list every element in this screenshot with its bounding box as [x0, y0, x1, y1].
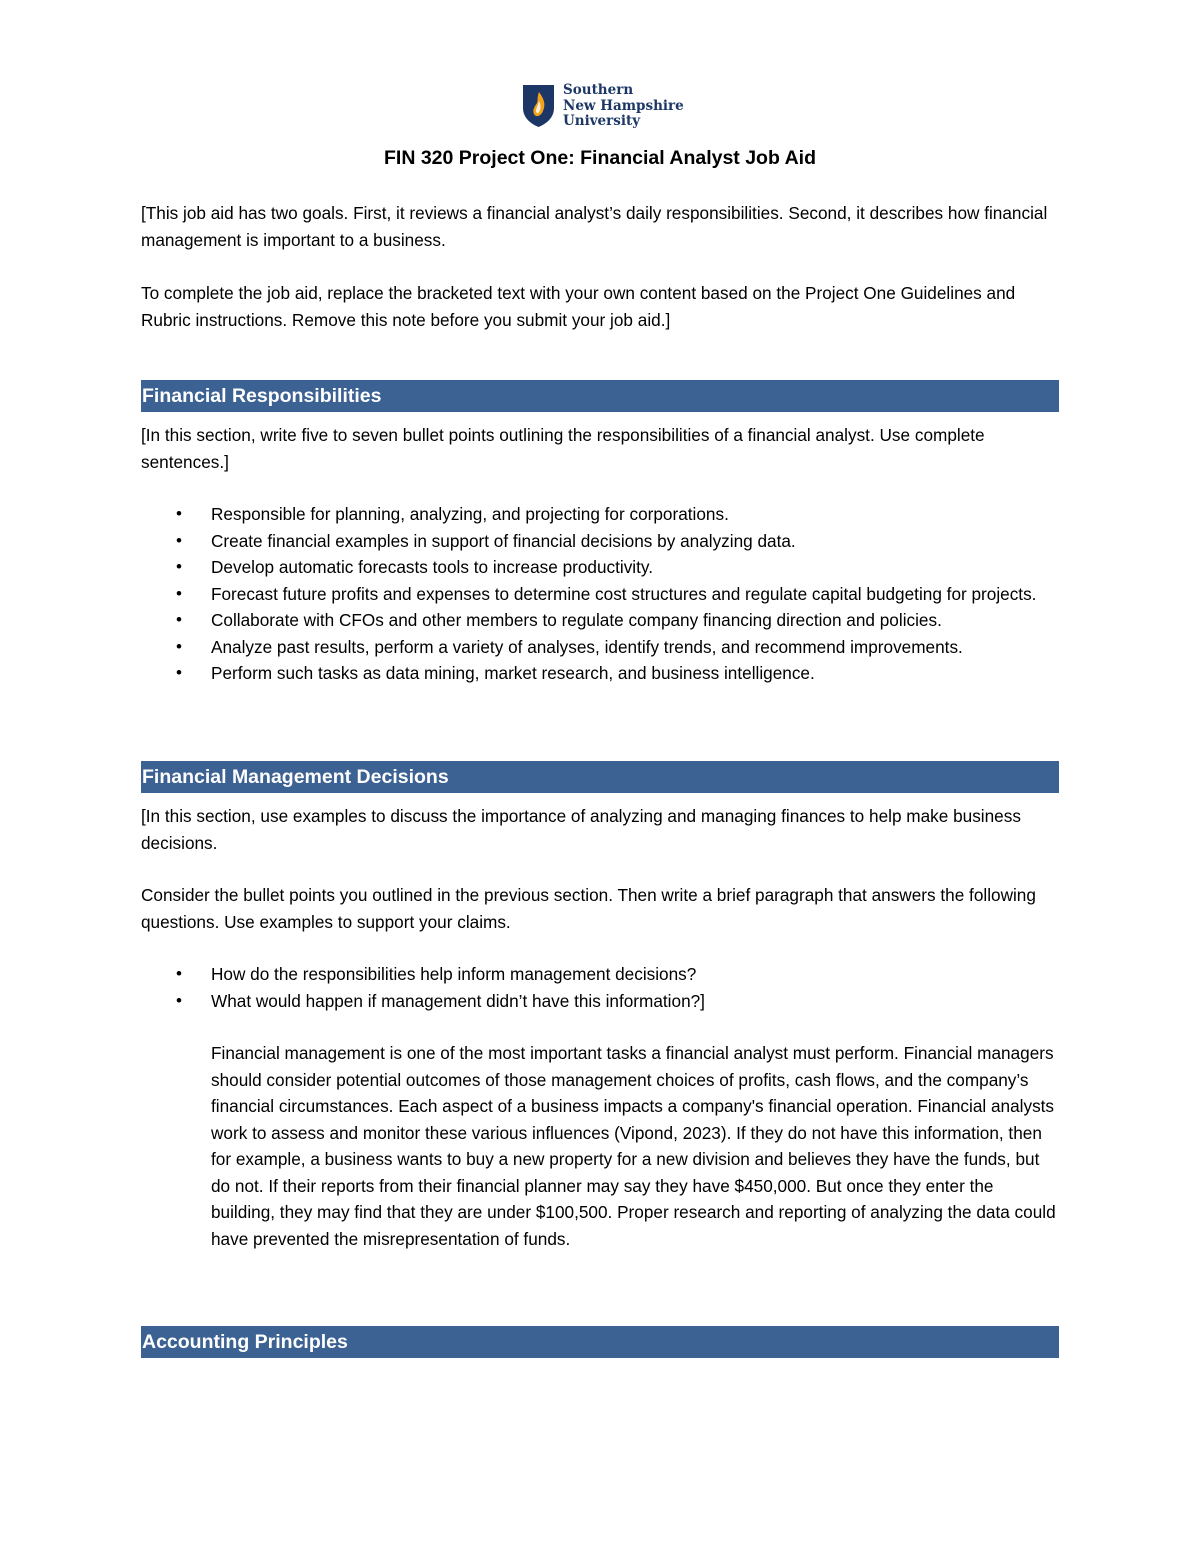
bullet-icon: • [176, 636, 182, 656]
list-item-text: Perform such tasks as data mining, market research, and business intelligence. [211, 663, 815, 683]
list-item [141, 660, 1059, 687]
list-item [141, 554, 1059, 581]
list-item-text: What would happen if management didn’t have this information?] [211, 990, 705, 1011]
section-instruction: Consider the bullet points you outlined in the previous section. Then write a brief paragraph that answers the following questions. Use examples to support your claims. [141, 885, 1036, 932]
section-heading-accounting-principles: Accounting Principles [141, 1326, 1059, 1358]
list-item [141, 988, 1059, 1015]
list-item [141, 501, 1059, 528]
responsibilities-list [141, 501, 1059, 687]
shield-flame-icon [522, 84, 555, 128]
bullet-icon: • [176, 557, 182, 576]
logo-wordmark [563, 83, 684, 130]
section-instruction: [In this section, use examples to discuss the importance of analyzing and managing finances to help make business decisions. [141, 806, 1021, 853]
intro-note: To complete the job aid, replace the bracketed text with your own content based on the Project One Guidelines and Rubric instructions. Remove this note before you submit your job aid.] [141, 283, 1016, 330]
bullet-icon: • [176, 530, 182, 550]
logo-line: New Hampshire [563, 97, 684, 114]
bullet-icon: • [176, 583, 182, 603]
list-item [141, 607, 1059, 634]
list-item-text: Analyze past results, perform a variety of analyses, identify trends, and recommend improvements. [211, 636, 963, 657]
section-heading-financial-management-decisions: Financial Management Decisions [141, 761, 1059, 793]
bullet-icon: • [176, 504, 182, 523]
bullet-icon: • [176, 663, 182, 682]
answer-paragraph: Financial management is one of the most important tasks a financial analyst must perform. Financial managers should consider potential outcomes of those management choices of profits, cash flows, and the company’s financial circumstances. Each aspect of a business impacts a company's financial operation. Financial analysts work to assess and monitor these various influences (Vipond, 2023). If they do not have this information, then for example, a business wants to buy a new property for a new division and believes they have the funds, but do not. If their reports from their financial planner may say they have $450,000. But once they enter the building, they may find that they are under $100,500. Proper research and reporting of analyzing the data could have prevented the misrepresentation of funds. [211, 1043, 1056, 1249]
list-item [141, 961, 1059, 988]
logo-line: Southern [563, 82, 634, 98]
list-item-text: How do the responsibilities help inform management decisions? [211, 964, 697, 984]
list-item [141, 528, 1059, 555]
questions-list [141, 961, 1059, 1014]
bullet-icon: • [176, 990, 182, 1010]
intro-paragraph: [This job aid has two goals. First, it reviews a financial analyst’s daily responsibilities. Second, it describes how financial management is important to a business. [141, 203, 1048, 250]
list-item-text: Develop automatic forecasts tools to increase productivity. [211, 557, 653, 577]
logo-line: University [563, 113, 641, 129]
bullet-icon: • [176, 610, 182, 629]
section-instruction: [In this section, write five to seven bullet points outlining the responsibilities of a financial analyst. Use complete sentences.] [141, 425, 985, 472]
list-item-text: Create financial examples in support of financial decisions by analyzing data. [211, 530, 796, 551]
list-item [141, 634, 1059, 661]
university-logo [522, 83, 684, 130]
list-item-text: Responsible for planning, analyzing, and projecting for corporations. [211, 504, 729, 524]
list-item-text: Collaborate with CFOs and other members to regulate company financing direction and policies. [211, 610, 942, 630]
list-item [141, 581, 1059, 608]
document-title: FIN 320 Project One: Financial Analyst Job Aid [384, 147, 816, 169]
list-item-text: Forecast future profits and expenses to determine cost structures and regulate capital budgeting for projects. [211, 583, 1037, 604]
section-heading-financial-responsibilities: Financial Responsibilities [141, 380, 1059, 412]
bullet-icon: • [176, 964, 182, 983]
